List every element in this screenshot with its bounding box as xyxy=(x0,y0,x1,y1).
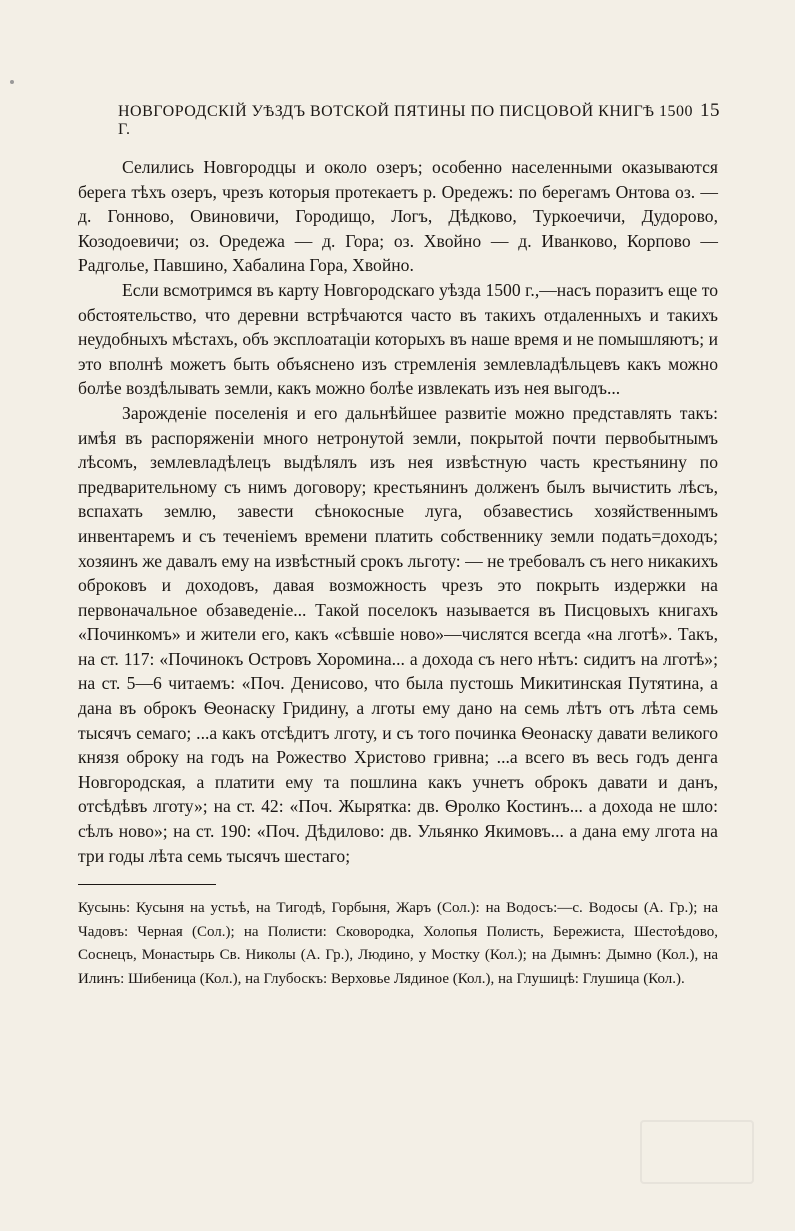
running-header xyxy=(118,100,718,139)
running-title: НОВГОРОДСКІЙ УѢЗДЪ ВОТСКОЙ ПЯТИНЫ ПО ПИСЦОВОЙ КНИГѢ 1500 Г. xyxy=(118,103,693,138)
paragraph-map-observation: Если всмотримся въ карту Новгородскаго уѣзда 1500 г.,—насъ поразитъ еще то обстоятельство, что деревни встрѣчаются часто въ такихъ отдаленныхъ и такихъ неудобныхъ мѣстахъ, объ эксплоатаціи которыхъ въ наше время и не помышляютъ; и это вполнѣ можетъ быть объяснено изъ стремленія землевладѣльцевъ какъ можно болѣе воздѣлывать земли, какъ можно болѣе извлекать изъ нея выгодъ... xyxy=(78,279,718,399)
library-stamp-watermark xyxy=(640,1120,754,1184)
scan-speck xyxy=(10,80,14,84)
page-number: 15 xyxy=(700,100,720,121)
footnote xyxy=(78,897,718,991)
paragraph-settlements-near-lakes: Селились Новгородцы и около озеръ; особенно населенными оказываются берега тѣхъ озеръ, чрезъ которыя протекаетъ р. Оредежъ: по берегамъ Онтова оз. — д. Гонново, Овиновичи, Городищо, Логъ, Дѣдково, Туркоечичи, Дудорово, Козодоевичи; оз. Оредежа — д. Гора; оз. Хвойно — д. Иванково, Корпово — Радголье, Павшино, Хабалина Гора, Хвойно. xyxy=(78,157,718,276)
main-text xyxy=(78,155,718,868)
footnote-text: Кусынь: Кусыня на устьѣ, на Тигодѣ, Горбыня, Жаръ (Сол.): на Водосъ:—с. Водосы (А. Гр.); на Чадовъ: Черная (Сол.); на Полисти: Сковородка, Холопья Полисть, Бережиста, Шестоѣдово, Соснецъ, Монастырь Св. Николы (А. Гр.), Людино, у Мостку (Кол.); на Дымнъ: Дымно (Кол.), на Илинъ: Шибеница (Кол.), на Глубоскъ: Верховье Лядиное (Кол.), на Глушицѣ: Глушица (Кол.). xyxy=(78,900,718,987)
book-page xyxy=(78,100,718,991)
footnote-divider xyxy=(78,884,216,885)
paragraph-settlement-origin: Зарожденіе поселенія и его дальнѣйшее развитіе можно представлять такъ: имѣя въ распоряженіи много нетронутой земли, покрытой почти первобытнымъ лѣсомъ, землевладѣлецъ выдѣлялъ изъ нея извѣстную часть крестьянину по предварительному съ нимъ договору; крестьянинъ долженъ былъ вычистить лѣсъ, вспахать землю, завести сѣнокосные луга, обзавестись хозяйственнымъ инвентаремъ и съ теченіемъ времени платить собственнику земли подать=доходъ; хозяинъ же давалъ ему на извѣстный срокъ льготу: — не требовалъ съ него никакихъ оброковъ и доходовъ, давая возможность чрезъ это покрыть издержки на первоначальное обзаведеніе... Такой поселокъ называется въ Писцовыхъ книгахъ «Починкомъ» и жители его, какъ «сѣвшіе ново»—числятся всегда «на лготѣ». Такъ, на ст. 117: «Починокъ Островъ Хоромина... а дохода съ него нѣтъ: сидитъ на лготѣ»; на ст. 5—6 читаемъ: «Поч. Денисово, что была пустошь Микитинская Путятина, а дана въ оброкъ Ѳеонаску Гридину, а лготы ему дано на семь лѣтъ отъ лѣта семь тысячъ семаго; ...а какъ отсѣдитъ лготу, и съ того починка Ѳеонаску давати великого князя оброку на годъ на Рожество Христово гривна; ...а всего въ весь годъ денга Новгородская, а платити ему та пошлина какъ учнетъ оброкъ давати и данъ, отсѣдѣвъ лготу»; на ст. 42: «Поч. Жырятка: дв. Ѳролко Костинъ... а дохода не шло: сѣлъ ново»; на ст. 190: «Поч. Дѣдилово: дв. Ульянко Якимовъ... а дана ему лгота на три годы лѣта семь тысячъ шестаго; xyxy=(78,402,718,866)
